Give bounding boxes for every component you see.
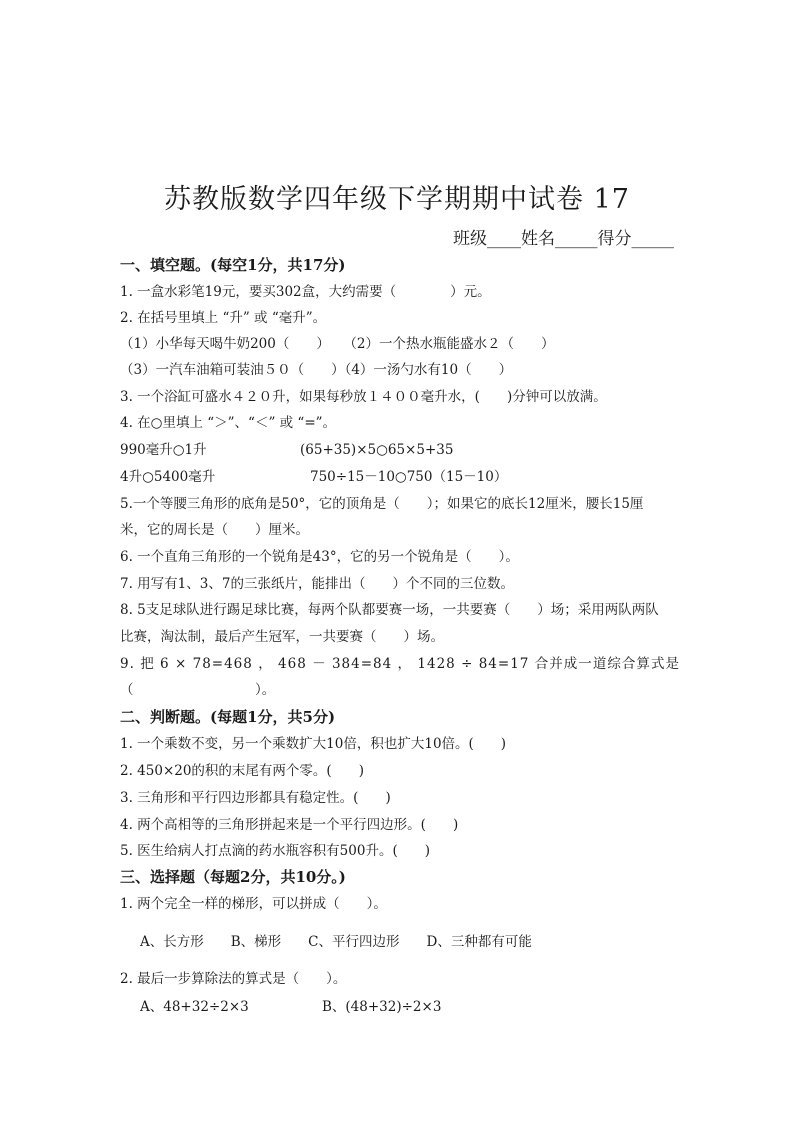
- question-line: 3. 三角形和平行四边形都具有稳定性。( ): [120, 790, 391, 806]
- question-line: 米，它的周长是（ ）厘米。: [120, 522, 309, 538]
- question-line: 6. 一个直角三角形的一个锐角是43°，它的另一个锐角是（ ）。: [120, 549, 519, 565]
- question-line: 4升○5400毫升: [120, 469, 216, 485]
- page-title: 苏教版数学四年级下学期期中试卷 17: [164, 184, 630, 215]
- choice-option-b: B、(48+32)÷2×3: [322, 999, 442, 1015]
- question-line: 比赛，淘汰制，最后产生冠军，一共要赛（ ）场。: [120, 629, 444, 645]
- question-line: 3. 一个浴缸可盛水４２０升，如果每秒放１４００毫升水，( )分钟可以放满。: [120, 389, 607, 405]
- section-heading: 三、选择题（每题2分，共10分。): [120, 868, 346, 886]
- question-line: 2. 450×20的积的末尾有两个零。( ): [120, 763, 364, 779]
- question-line: 1. 一个乘数不变，另一个乘数扩大10倍，积也扩大10倍。( ): [120, 736, 507, 752]
- question-line: 5.一个等腰三角形的底角是50°，它的顶角是（ ）；如果它的底长12厘米，腰长15厘: [120, 496, 644, 512]
- question-line: 8. 5支足球队进行踢足球比赛，每两个队都要赛一场，一共要赛（ ）场；采用两队两队: [120, 602, 659, 618]
- question-line: 9. 把 6 × 78=468 ， 468 － 384=84 ， 1428 ÷ 84=17 合并成一道综合算式是: [120, 656, 680, 672]
- question-line: （ ）。: [120, 682, 276, 698]
- question-line: (65+35)×5○65×5+35: [300, 442, 454, 458]
- question-line: （3）一汽车油箱可装油５０（ ）（4）一汤勺水有10（ ）: [120, 362, 513, 378]
- question-line: 4. 在○里填上 “＞”、“＜” 或 “=”。: [120, 415, 337, 431]
- question-line: 990毫升○1升: [120, 442, 207, 458]
- question-line: 750÷15－10○750（15－10）: [310, 469, 508, 485]
- section-heading: 二、判断题。(每题1分，共5分): [120, 708, 336, 726]
- question-line: 4. 两个高相等的三角形拼起来是一个平行四边形。( ): [120, 817, 459, 833]
- choice-option-a: A、48+32÷2×3: [140, 999, 249, 1015]
- question-line: 1. 两个完全一样的梯形，可以拼成（ ）。: [120, 896, 387, 912]
- student-info: 班级____姓名_____得分_____: [453, 229, 674, 249]
- question-line: 2. 在括号里填上 “升” 或 “毫升”。: [120, 310, 327, 326]
- question-line: 7. 用写有1、3、7的三张纸片，能排出（ ）个不同的三位数。: [120, 576, 514, 592]
- choice-options: A、长方形 B、梯形 C、平行四边形 D、三种都有可能: [140, 934, 532, 950]
- question-line: 5. 医生给病人打点滴的药水瓶容积有500升。( ): [120, 843, 430, 859]
- question-line: 1. 一盒水彩笔19元，要买302盒，大约需要（ ）元。: [120, 284, 491, 300]
- section-heading: 一、填空题。(每空1分，共17分): [120, 256, 346, 274]
- question-line: （1）小华每天喝牛奶200（ ） （2）一个热水瓶能盛水２（ ）: [120, 336, 555, 352]
- question-line: 2. 最后一步算除法的算式是（ ）。: [120, 971, 347, 987]
